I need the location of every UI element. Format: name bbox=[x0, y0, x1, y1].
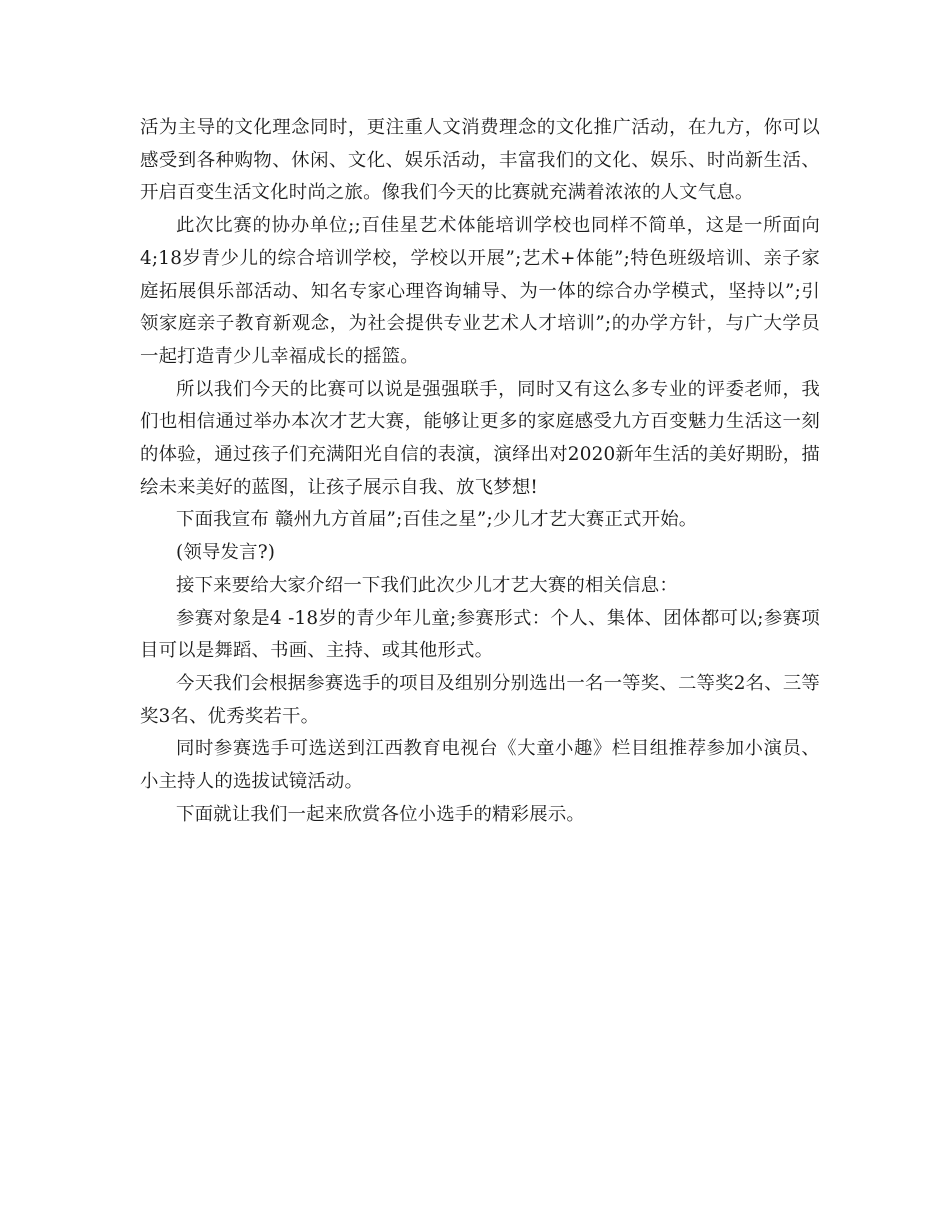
paragraph-7: 参赛对象是4 -18岁的青少年儿童;参赛形式：个人、集体、团体都可以;参赛项目可以是舞蹈、书画、主持、或其他形式。 bbox=[140, 607, 820, 662]
paragraph-1: 活为主导的文化理念同时，更注重人文消费理念的文化推广活动，在九方，你可以感受到各种购物、休闲、文化、娱乐活动，丰富我们的文化、娱乐、时尚新生活、开启百变生活文化时尚之旅。像我们今天的比赛就充满着浓浓的人文气息。 bbox=[140, 117, 820, 204]
document-body bbox=[140, 112, 820, 831]
paragraph-8: 今天我们会根据参赛选手的项目及组别分别选出一名一等奖、二等奖2名、三等奖3名、优秀奖若干。 bbox=[140, 672, 820, 727]
paragraph-10: 下面就让我们一起来欣赏各位小选手的精彩展示。 bbox=[176, 803, 585, 825]
paragraph-4: 下面我宣布 赣州九方首届”;百佳之星”;少儿才艺大赛正式开始。 bbox=[176, 509, 698, 531]
paragraph-9: 同时参赛选手可选送到江西教育电视台《大童小趣》栏目组推荐参加小演员、小主持人的选拔试镜活动。 bbox=[140, 738, 820, 793]
paragraph-5: (领导发言?) bbox=[176, 542, 276, 564]
paragraph-6: 接下来要给大家介绍一下我们此次少儿才艺大赛的相关信息： bbox=[176, 574, 678, 596]
paragraph-3: 所以我们今天的比赛可以说是强强联手，同时又有这么多专业的评委老师，我们也相信通过举办本次才艺大赛，能够让更多的家庭感受九方百变魅力生活这一刻的体验，通过孩子们充满阳光自信的表演，演绎出对2020新年生活的美好期盼，描绘未来美好的蓝图，让孩子展示自我、放飞梦想! bbox=[140, 378, 820, 498]
paragraph-2: 此次比赛的协办单位;;百佳星艺术体能培训学校也同样不简单，这是一所面向4;18岁青少儿的综合培训学校，学校以开展”;艺术+体能”;特色班级培训、亲子家庭拓展俱乐部活动、知名专家心理咨询辅导、为一体的综合办学模式，坚持以”;引领家庭亲子教育新观念，为社会提供专业艺术人才培训”;的办学方针，与广大学员一起打造青少儿幸福成长的摇篮。 bbox=[140, 215, 820, 367]
